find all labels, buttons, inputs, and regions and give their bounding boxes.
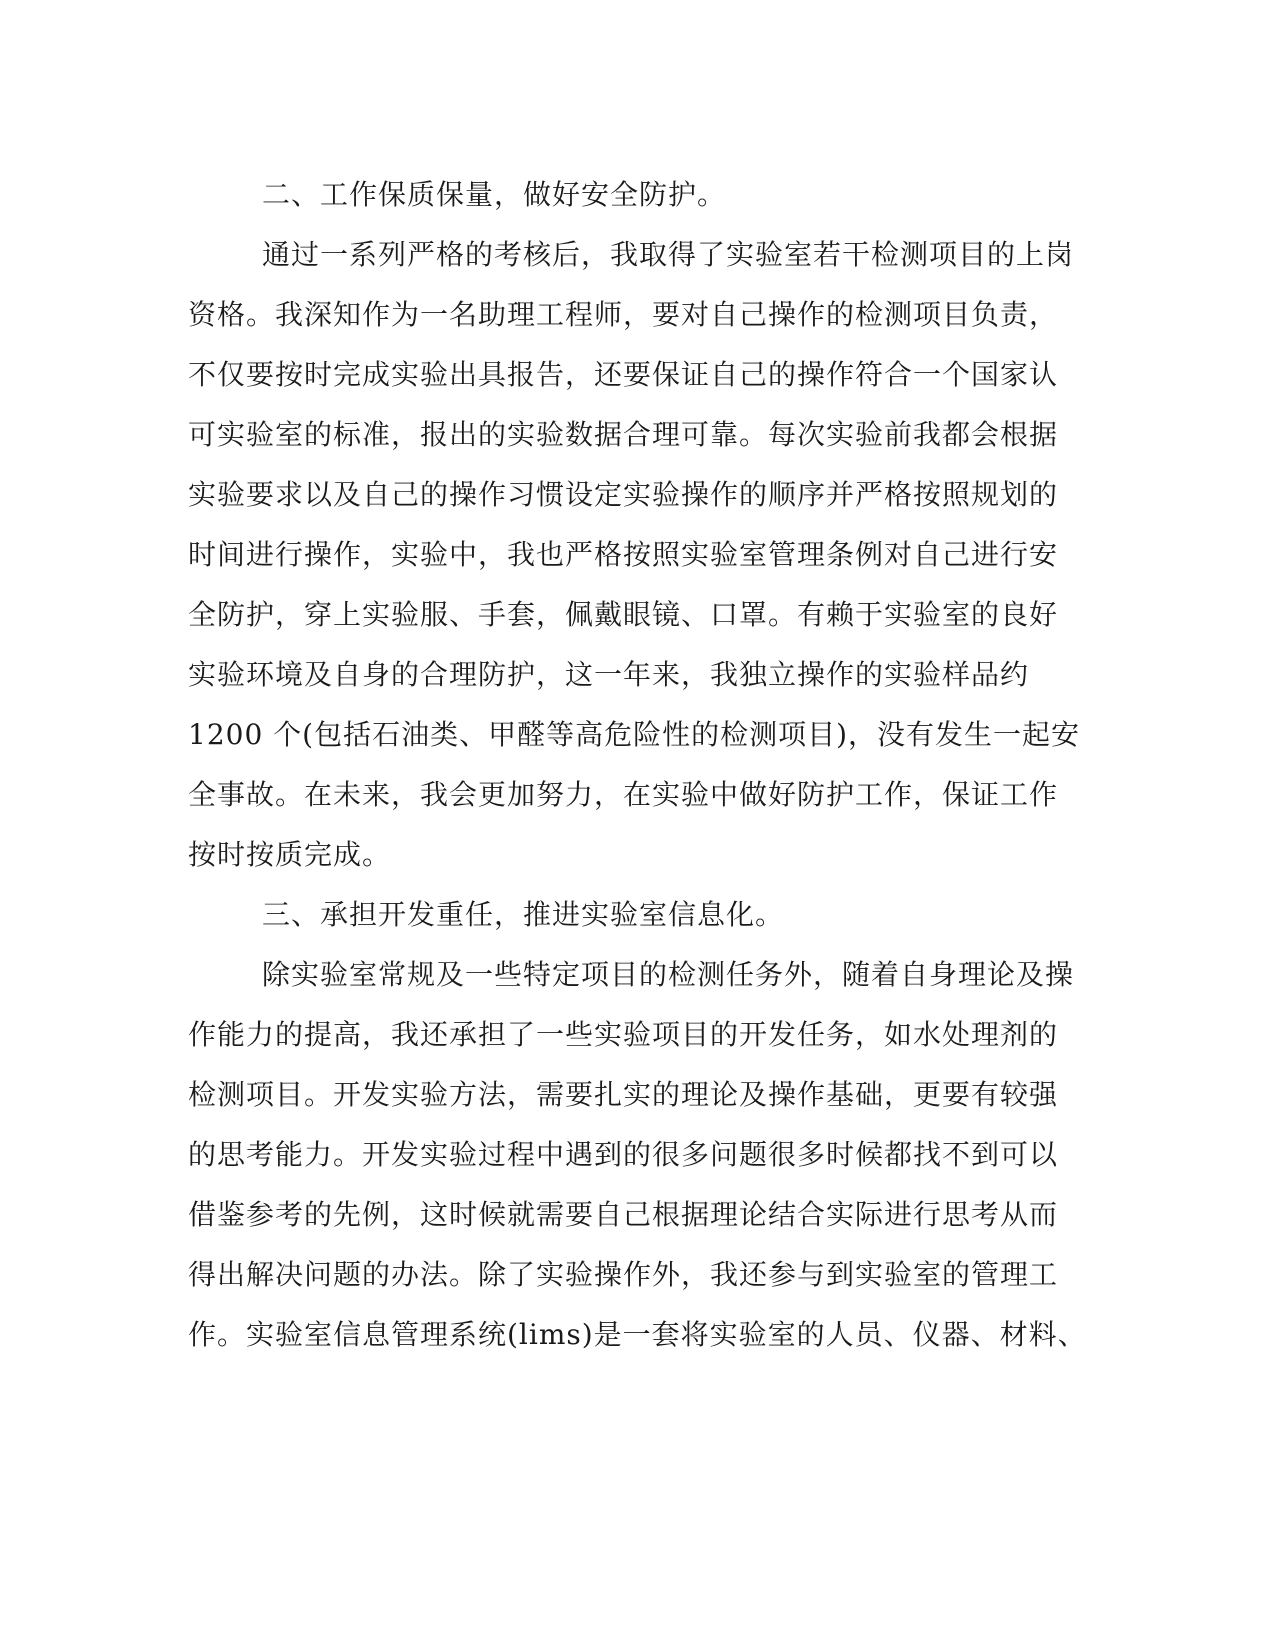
paragraph-line: 得出解决问题的办法。除了实验操作外，我还参与到实验室的管理工 [188,1258,1059,1291]
section-heading-3: 三、承担开发重任，推进实验室信息化。 [262,898,785,931]
paragraph-line: 检测项目。开发实验方法，需要扎实的理论及操作基础，更要有较强 [188,1078,1059,1111]
paragraph-line: 时间进行操作，实验中，我也严格按照实验室管理条例对自己进行安 [188,538,1059,571]
paragraph-line: 不仅要按时完成实验出具报告，还要保证自己的操作符合一个国家认 [188,358,1059,391]
paragraph-line: 全事故。在未来，我会更加努力，在实验中做好防护工作，保证工作 [188,778,1059,811]
paragraph-line: 1200 个(包括石油类、甲醛等高危险性的检测项目)，没有发生一起安 [188,718,1081,751]
paragraph-line: 通过一系列严格的考核后，我取得了实验室若干检测项目的上岗 [262,238,1075,271]
paragraph-line: 作能力的提高，我还承担了一些实验项目的开发任务，如水处理剂的 [188,1018,1059,1051]
paragraph-line: 除实验室常规及一些特定项目的检测任务外，随着自身理论及操 [262,958,1075,991]
document-body [188,165,1088,1365]
paragraph-line: 资格。我深知作为一名助理工程师，要对自己操作的检测项目负责， [188,298,1059,331]
paragraph-line: 的思考能力。开发实验过程中遇到的很多问题很多时候都找不到可以 [188,1138,1059,1171]
paragraph-line: 借鉴参考的先例，这时候就需要自己根据理论结合实际进行思考从而 [188,1198,1059,1231]
section-heading-2: 二、工作保质保量，做好安全防护。 [262,178,727,211]
paragraph-line: 可实验室的标准，报出的实验数据合理可靠。每次实验前我都会根据 [188,418,1059,451]
paragraph-line: 按时按质完成。 [188,838,392,871]
paragraph-line: 实验环境及自身的合理防护，这一年来，我独立操作的实验样品约 [188,658,1030,691]
paragraph-line: 实验要求以及自己的操作习惯设定实验操作的顺序并严格按照规划的 [188,478,1059,511]
paragraph-line: 全防护，穿上实验服、手套，佩戴眼镜、口罩。有赖于实验室的良好 [188,598,1059,631]
paragraph-line: 作。实验室信息管理系统(lims)是一套将实验室的人员、仪器、材料、 [188,1318,1087,1351]
